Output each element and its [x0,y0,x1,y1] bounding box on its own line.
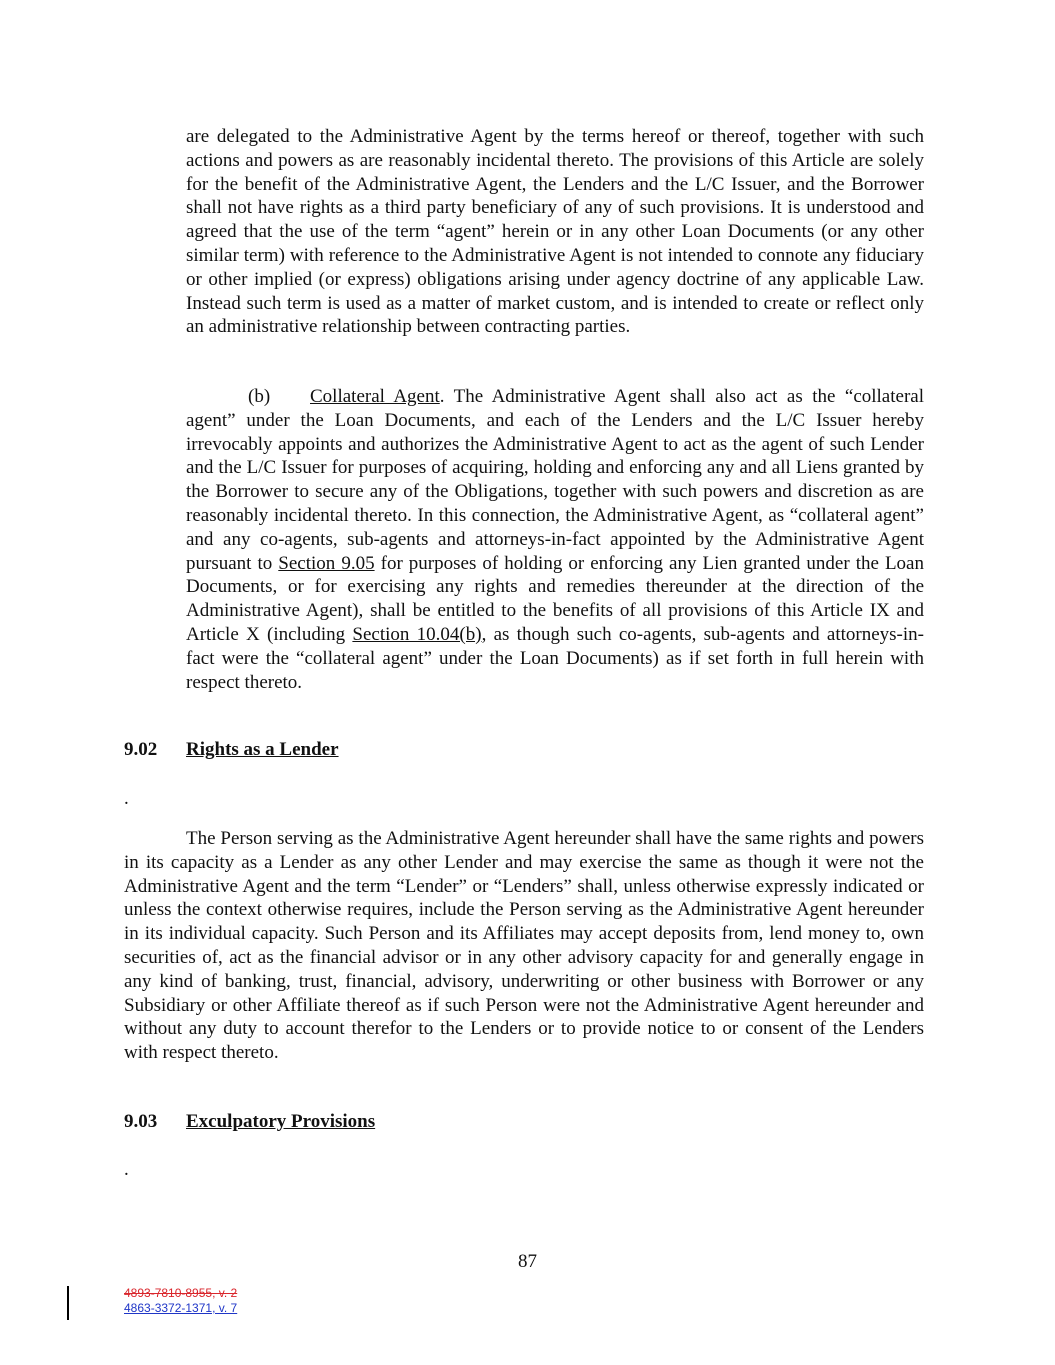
section-heading-9-02 [124,738,339,762]
section-number: 9.02 [124,739,158,760]
rights-as-lender-paragraph [124,827,924,1065]
change-bar [67,1286,69,1320]
inserted-doc-id: 4863-3372-1371, v. 7 [124,1301,238,1315]
clause-text-1: . The Administrative Agent shall also act as the “collateral agent” under the Loan Documents, and each of the Lenders and the L/C Issuer hereby irrevocably appoints and authorizes the Administrative Agent to act as the agent of such Lender and the L/C Issuer for purposes of acquiring, holding and enforcing any and all Liens granted by the Borrower to secure any of the Obligations, together with such powers and discretion as are reasonably incidental thereto. In this connection, the Administrative Agent, as “collateral agent” and any co-agents, sub-agents and attorneys-in-fact appointed by the Administrative Agent pursuant to [186,386,924,574]
continuation-paragraph: are delegated to the Administrative Agent by the terms hereof or thereof, together with such actions and powers as are reasonably incidental thereto. The provisions of this Article are solely for the benefit of the Administrative Agent, the Lenders and the L/C Issuer, and the Borrower shall not have rights as a third party beneficiary of any of such provisions. It is understood and agreed that the use of the term “agent” herein or in any other Loan Documents (or any other similar term) with reference to the Administrative Agent is not intended to connote any fiduciary or other implied (or express) obligations arising under agency doctrine of any applicable Law. Instead such term is used as a matter of market custom, and is intended to create or reflect only an administrative relationship between contracting parties. [186,126,924,338]
clause-title: Collateral Agent [310,386,440,407]
rights-as-lender-text: The Person serving as the Administrative Agent hereunder shall have the same rights and powers in its capacity as a Lender as any other Lender and may exercise the same as though it were not the Administrative Agent and the term “Lender” or “Lenders” shall, unless otherwise expressly indicated or unless the context otherwise requires, include the Person serving as the Administrative Agent hereunder in its individual capacity. Such Person and its Affiliates may accept deposits from, lend money to, own securities of, act as the financial advisor or in any other advisory capacity for and generally engage in any kind of banking, trust, financial, advisory, underwriting or other business with Borrower or any Subsidiary or other Affiliate thereof as if such Person were not the Administrative Agent hereunder and without any duty to account therefor to the Lenders or to provide notice to or consent of the Lenders with respect thereto. [124,828,924,1064]
section-title: Exculpatory Provisions [186,1111,376,1132]
section-dot: . [124,1159,129,1180]
section-ref-10-04b: Section 10.04(b) [352,623,482,645]
deleted-doc-id: 4893-7810-8955, v. 2 [124,1286,238,1300]
section-ref-9-05: Section 9.05 [278,552,375,574]
section-number: 9.03 [124,1111,158,1132]
section-title: Rights as a Lender [186,739,339,760]
clause-label: (b) [248,386,271,407]
page-number: 87 [518,1251,537,1272]
clause-text-3: , as though such co-agents, sub-agents and attorneys-in-fact were the “collateral agent” under the Loan Documents) as if set forth in full herein with respect thereto. [186,623,924,693]
section-heading-9-03 [124,1110,375,1134]
document-ids [124,1286,237,1316]
clause-text-2: for purposes of holding or enforcing any Lien granted under the Loan Documents, or for exercising any rights and remedies thereunder at the direction of the Administrative Agent), shall be entitled to the benefits of all provisions of this Article IX and Article X (including [186,552,924,645]
collateral-agent-paragraph [186,385,924,694]
section-dot: . [124,788,129,809]
